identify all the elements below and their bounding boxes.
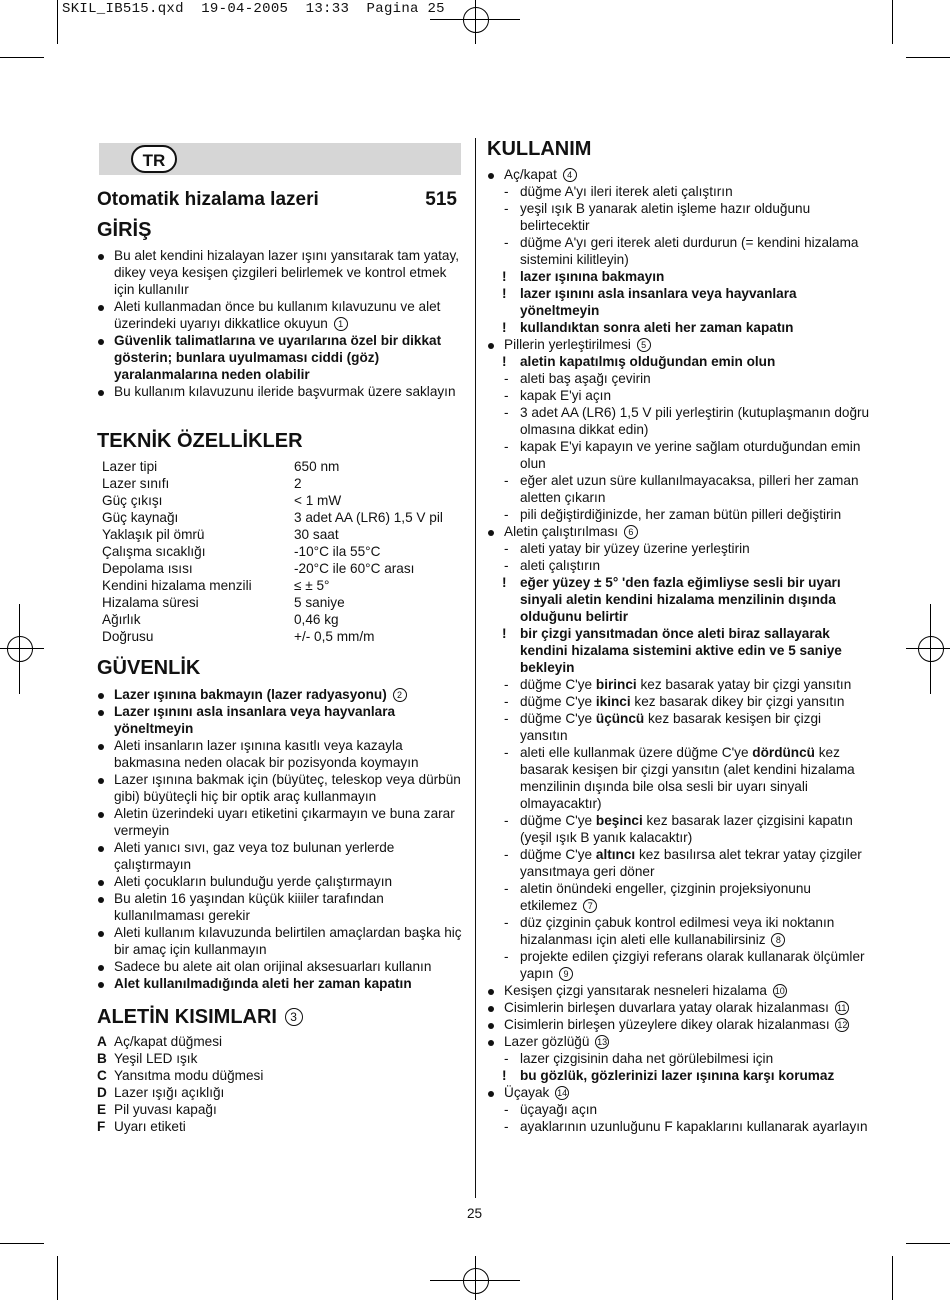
dash-item (487, 472, 872, 506)
spec-key: Hizalama süresi (102, 595, 199, 610)
figure-ref: 2 (393, 688, 407, 702)
spec-key: Depolama ısısı (102, 561, 193, 576)
figure-ref: 10 (774, 986, 785, 996)
item-text: kez basarak kesişen bir çizgi yansıtın (alet kendini hizalama menzilinin dışında bile olsa sesli bir uyarı sinyali olmayacaktır) (520, 745, 855, 811)
part-row (97, 1033, 457, 1050)
dash-marker: - (504, 1119, 509, 1134)
dash-item (487, 1101, 872, 1118)
item-text: Üçayak (504, 1085, 550, 1100)
item-text: kez basarak dikey bir çizgi yansıtın (630, 694, 845, 709)
dash-marker: - (504, 1051, 509, 1066)
list-item-text: Aleti kullanım kılavuzunda belirtilen amaçlardan başka hiç bir amaç için kullanmayın (114, 925, 462, 957)
spec-key: Doğrusu (102, 629, 154, 644)
list-item (97, 890, 469, 924)
part-row (97, 1101, 457, 1118)
product-model: 515 (425, 189, 457, 210)
list-item (97, 332, 469, 383)
warning-marker: ! (502, 626, 507, 641)
list-item-text: Bu aletin 16 yaşından küçük kiiiler tarafından kullanılmaması gerekir (114, 891, 384, 923)
list-item-text: Güvenlik talimatlarına ve uyarılarına özel bir dikkat gösterin; bunlara uyulmaması ciddi (göz) yaralanmalarına neden olabilir (114, 333, 442, 382)
spec-row (102, 628, 462, 645)
item-text: düğme C'ye (520, 847, 596, 862)
item-text: bir çizgi yansıtmadan önce aleti biraz sallayarak kendini hizalama sistemini aktive edin ve 5 saniye bekleyin (520, 626, 842, 675)
registration-mark (930, 604, 931, 694)
figure-ref: 1 (334, 317, 348, 331)
specs-table (102, 458, 462, 645)
dash-item (487, 744, 872, 812)
item-text-emphasis: dördüncü (752, 745, 815, 760)
list-item-text: Aleti çocukların bulunduğu yerde çalıştırmayın (114, 874, 393, 889)
registration-mark (0, 648, 44, 649)
dash-marker: - (504, 473, 509, 488)
dash-item (487, 370, 872, 387)
item-text: kullandıktan sonra aleti her zaman kapatın (520, 320, 794, 335)
warning-marker: ! (502, 575, 507, 590)
item-text: kez basarak lazer çizgisini kapatın (yeşil ışık B yanık kalacaktır) (520, 813, 853, 845)
spec-key: Lazer sınıfı (102, 476, 170, 491)
list-item (97, 924, 469, 958)
warning-item (487, 285, 872, 319)
part-letter: C (97, 1068, 107, 1083)
part-letter: D (97, 1085, 107, 1100)
dash-item (487, 693, 872, 710)
parts-list (97, 1033, 457, 1135)
crop-mark (892, 1256, 893, 1300)
dash-marker: - (504, 405, 509, 420)
kullanim-list (487, 166, 872, 1135)
warning-item (487, 319, 872, 336)
dash-item (487, 846, 872, 880)
spec-row (102, 560, 462, 577)
list-item-text: Lazer ışınını asla insanlara veya hayvanlara yöneltmeyin (114, 704, 396, 736)
item-text: Cisimlerin birleşen duvarlara yatay olarak hizalanması (504, 1000, 829, 1015)
spec-row (102, 475, 462, 492)
dash-marker: - (504, 813, 509, 828)
dash-marker: - (504, 184, 509, 199)
registration-mark (475, 1256, 476, 1300)
warning-item (487, 268, 872, 285)
dash-marker: - (504, 558, 509, 573)
list-item (97, 958, 469, 975)
item-text: lazer ışınına bakmayın (520, 269, 665, 284)
list-item (487, 1016, 872, 1033)
language-badge: TR (131, 145, 177, 173)
dash-item (487, 200, 872, 234)
parts-heading-text: ALETİN KISIMLARI (97, 1006, 277, 1028)
item-text: Kesişen çizgi yansıtarak nesneleri hizalama (504, 983, 767, 998)
list-item-text: Lazer ışınına bakmak için (büyüteç, teleskop veya dürbün gibi) büyüteçli hiç bir optik araç kullanmayın (114, 772, 461, 804)
spec-value: < 1 mW (294, 493, 342, 508)
part-name: Uyarı etiketi (114, 1119, 186, 1134)
list-item (487, 982, 872, 999)
item-text: kapak E'yi kapayın ve yerine sağlam oturduğundan emin olun (520, 439, 861, 471)
item-text: Aletin çalıştırılması (504, 524, 619, 539)
warning-item (487, 353, 872, 370)
part-row (97, 1118, 457, 1135)
dash-marker: - (504, 439, 509, 454)
list-item (487, 1084, 872, 1101)
spec-key: Güç kaynağı (102, 510, 179, 525)
item-text: Pillerin yerleştirilmesi (504, 337, 631, 352)
item-text: Aç/kapat (504, 167, 557, 182)
list-item-text: Alet kullanılmadığında aleti her zaman kapatın (114, 976, 412, 991)
item-text: yeşil ışık B yanarak aletin işleme hazır olduğunu belirtecektir (520, 201, 811, 233)
list-item (487, 166, 872, 183)
item-text: bu gözlük, gözlerinizi lazer ışınına karşı korumaz (520, 1068, 835, 1083)
spec-key: Ağırlık (102, 612, 141, 627)
dash-marker: - (504, 201, 509, 216)
column-divider (475, 138, 476, 1198)
list-item-text: Sadece bu alete ait olan orijinal aksesuarları kullanın (114, 959, 432, 974)
product-name: Otomatik hizalama lazeri (97, 189, 319, 210)
list-item-text: Aleti insanların lazer ışınına kasıtlı veya kazayla bakmasına neden olacak bir pozisyonda koymayın (114, 738, 419, 770)
spec-value: 30 saat (294, 527, 339, 542)
spec-row (102, 577, 462, 594)
crop-mark (892, 0, 893, 44)
dash-item (487, 234, 872, 268)
list-item-text: Lazer ışınına bakmayın (lazer radyasyonu) (114, 687, 387, 702)
list-item-text: Bu alet kendini hizalayan lazer ışını yansıtarak tam yatay, dikey veya kesişen çizgileri belirlemek ve kontrol etmek için kullanılır (114, 248, 460, 297)
list-item (487, 999, 872, 1016)
dash-marker: - (504, 711, 509, 726)
spec-value: 5 saniye (294, 595, 345, 610)
item-text: düz çizginin çabuk kontrol edilmesi veya iki noktanın hizalanması için aleti elle kullanabilirsiniz (520, 915, 835, 947)
file-slug: SKIL_IB515.qxd 19-04-2005 13:33 Pagina 25 (62, 1, 445, 17)
list-item (487, 336, 872, 353)
item-text: Lazer gözlüğü (504, 1034, 590, 1049)
item-text: kez basarak yatay bir çizgi yansıtın (636, 677, 852, 692)
item-text: düğme A'yı ileri iterek aleti çalıştırın (520, 184, 733, 199)
item-text: kez basılırsa alet tekrar yatay çizgiler yansıtmaya geri döner (520, 847, 862, 879)
warning-marker: ! (502, 269, 507, 284)
dash-marker: - (504, 745, 509, 760)
part-name: Yeşil LED ışık (114, 1051, 198, 1066)
crop-mark (906, 1243, 950, 1244)
figure-ref: 12 (837, 1020, 848, 1030)
warning-marker: ! (502, 320, 507, 335)
spec-key: Lazer tipi (102, 459, 158, 474)
item-text: Cisimlerin birleşen yüzeylere dikey olarak hizalanması (504, 1017, 830, 1032)
registration-mark (906, 648, 950, 649)
dash-marker: - (504, 507, 509, 522)
registration-mark (7, 636, 33, 662)
part-name: Aç/kapat düğmesi (114, 1034, 223, 1049)
list-item (97, 805, 469, 839)
item-text: aleti yatay bir yüzey üzerine yerleştirin (520, 541, 750, 556)
item-text: düğme C'ye (520, 813, 596, 828)
part-name: Lazer ışığı açıklığı (114, 1085, 225, 1100)
spec-row (102, 526, 462, 543)
registration-mark (463, 7, 489, 33)
dash-item (487, 557, 872, 574)
registration-mark (918, 636, 944, 662)
list-item-text: Aleti yanıcı sıvı, gaz veya toz bulunan yerlerde çalıştırmayın (114, 840, 395, 872)
warning-marker: ! (502, 286, 507, 301)
item-text: üçayağı açın (520, 1102, 598, 1117)
guvenlik-list (97, 686, 469, 992)
dash-item (487, 1050, 872, 1067)
item-text-emphasis: altıncı (595, 847, 636, 862)
giris-list (97, 247, 469, 400)
list-item (97, 839, 469, 873)
dash-item (487, 914, 872, 948)
item-text-emphasis: beşinci (595, 813, 643, 828)
warning-item (487, 574, 872, 625)
dash-item (487, 540, 872, 557)
registration-mark (430, 1280, 520, 1281)
item-text: aleti elle kullanmak üzere düğme C'ye (520, 745, 753, 760)
dash-item (487, 710, 872, 744)
item-text: eğer alet uzun süre kullanılmayacaksa, pilleri her zaman aletten çıkarın (520, 473, 859, 505)
item-text: aletin kapatılmış olduğundan emin olun (520, 354, 776, 369)
list-item (97, 771, 469, 805)
warning-item (487, 625, 872, 676)
item-text: kapak E'yi açın (520, 388, 612, 403)
spec-value: 650 nm (294, 459, 340, 474)
registration-mark (475, 0, 476, 44)
dash-marker: - (504, 915, 509, 930)
list-item (97, 975, 469, 992)
part-letter: F (97, 1119, 106, 1134)
list-item (487, 523, 872, 540)
list-item (97, 686, 469, 703)
list-item-text: Bu kullanım kılavuzunu ileride başvurmak üzere saklayın (114, 384, 456, 399)
list-item (97, 298, 469, 332)
item-text: düğme A'yı geri iterek aleti durdurun (= kendini hizalama sistemini kilitleyin) (520, 235, 859, 267)
crop-mark (57, 0, 58, 44)
spec-row (102, 594, 462, 611)
part-letter: B (97, 1051, 107, 1066)
dash-marker: - (504, 847, 509, 862)
list-item (97, 383, 469, 400)
section-heading-guvenlik: GÜVENLİK (97, 657, 201, 679)
dash-marker: - (504, 677, 509, 692)
product-title (97, 189, 457, 211)
registration-mark (463, 1268, 489, 1294)
dash-marker: - (504, 1102, 509, 1117)
item-text: aletin önündeki engeller, çizginin projeksiyonunu etkilemez (520, 881, 811, 913)
dash-item (487, 183, 872, 200)
dash-marker: - (504, 541, 509, 556)
list-item (97, 737, 469, 771)
dash-marker: - (504, 694, 509, 709)
figure-ref: 11 (835, 1001, 849, 1015)
list-item (97, 873, 469, 890)
part-row (97, 1067, 457, 1084)
spec-key: Çalışma sıcaklığı (102, 544, 206, 559)
part-name: Pil yuvası kapağı (114, 1102, 217, 1117)
list-item (487, 1033, 872, 1050)
spec-key: Güç çıkışı (102, 493, 163, 508)
page-number: 25 (467, 1206, 483, 1221)
item-text: pili değiştirdiğinizde, her zaman bütün pilleri değiştirin (520, 507, 842, 522)
dash-marker: - (504, 235, 509, 250)
spec-value: 2 (294, 476, 302, 491)
item-text-emphasis: ikinci (595, 694, 631, 709)
dash-item (487, 506, 872, 523)
item-text: eğer yüzey ± 5° 'den fazla eğimliyse sesli bir uyarı sinyali aletin kendini hizalama menzilinin dışında olduğunu belirtir (520, 575, 841, 624)
dash-marker: - (504, 371, 509, 386)
dash-item (487, 1118, 872, 1135)
figure-ref: 7 (583, 899, 597, 913)
figure-ref: 9 (559, 967, 573, 981)
figure-ref: 6 (624, 525, 638, 539)
item-text: düğme C'ye (520, 711, 596, 726)
item-text: 3 adet AA (LR6) 1,5 V pili yerleştirin (kutuplaşmanın doğru olmasına dikkat edin) (520, 405, 870, 437)
part-row (97, 1084, 457, 1101)
dash-item (487, 880, 872, 914)
item-text: lazer ışınını asla insanlara veya hayvanlara yöneltmeyin (520, 286, 797, 318)
dash-item (487, 387, 872, 404)
list-item (97, 247, 469, 298)
spec-value: 0,46 kg (294, 612, 339, 627)
figure-ref: 13 (597, 1037, 608, 1047)
spec-key: Yaklaşık pil ömrü (102, 527, 205, 542)
item-text: projekte edilen çizgiyi referans olarak kullanarak ölçümler yapın (520, 949, 865, 981)
crop-mark (0, 1243, 44, 1244)
dash-marker: - (504, 881, 509, 896)
list-item-text: Aletin üzerindeki uyarı etiketini çıkarmayın ve buna zarar vermeyin (114, 806, 455, 838)
list-item-text: Aleti kullanmadan önce bu kullanım kılavuzunu ve alet üzerindeki uyarıyı dikkatlice okuyun (114, 299, 441, 331)
parts-figure-ref: 3 (285, 1008, 303, 1026)
spec-row (102, 509, 462, 526)
crop-mark (57, 1256, 58, 1300)
spec-value: -20°C ile 60°C arası (294, 561, 415, 576)
part-name: Yansıtma modu düğmesi (114, 1068, 264, 1083)
warning-marker: ! (502, 354, 507, 369)
part-letter: A (97, 1034, 107, 1049)
item-text: aleti çalıştırın (520, 558, 601, 573)
item-text: lazer çizgisinin daha net görülebilmesi için (520, 1051, 774, 1066)
crop-mark (0, 57, 44, 58)
spec-row (102, 492, 462, 509)
crop-mark (906, 57, 950, 58)
part-row (97, 1050, 457, 1067)
registration-mark (19, 604, 20, 694)
spec-value: ≤ ± 5° (294, 578, 330, 593)
section-heading-specs: TEKNİK ÖZELLİKLER (97, 430, 303, 452)
spec-row (102, 458, 462, 475)
spec-value: +/- 0,5 mm/m (294, 629, 375, 644)
registration-mark (430, 19, 520, 20)
warning-marker: ! (502, 1068, 507, 1083)
item-text-emphasis: birinci (595, 677, 637, 692)
item-text: ayaklarının uzunluğunu F kapaklarını kullanarak ayarlayın (520, 1119, 868, 1134)
dash-item (487, 438, 872, 472)
spec-value: 3 adet AA (LR6) 1,5 V pil (294, 510, 443, 525)
spec-key: Kendini hizalama menzili (102, 578, 252, 593)
item-text: düğme C'ye (520, 694, 596, 709)
item-text: aleti baş aşağı çevirin (520, 371, 651, 386)
spec-row (102, 611, 462, 628)
figure-ref: 8 (771, 933, 785, 947)
figure-ref: 4 (563, 168, 577, 182)
dash-marker: - (504, 949, 509, 964)
section-heading-kullanim: KULLANIM (487, 138, 592, 160)
item-text-emphasis: üçüncü (595, 711, 645, 726)
dash-item (487, 812, 872, 846)
list-item (97, 703, 469, 737)
item-text: kez basarak kesişen bir çizgi yansıtın (520, 711, 822, 743)
item-text: düğme C'ye (520, 677, 596, 692)
figure-ref: 5 (637, 338, 651, 352)
dash-item (487, 676, 872, 693)
section-heading-giris: GİRİŞ (97, 219, 152, 241)
figure-ref: 14 (557, 1088, 568, 1098)
dash-item (487, 948, 872, 982)
dash-marker: - (504, 388, 509, 403)
spec-value: -10°C ila 55°C (294, 544, 381, 559)
spec-row (102, 543, 462, 560)
dash-item (487, 404, 872, 438)
part-letter: E (97, 1102, 107, 1117)
warning-item (487, 1067, 872, 1084)
section-heading-parts (97, 1006, 303, 1029)
